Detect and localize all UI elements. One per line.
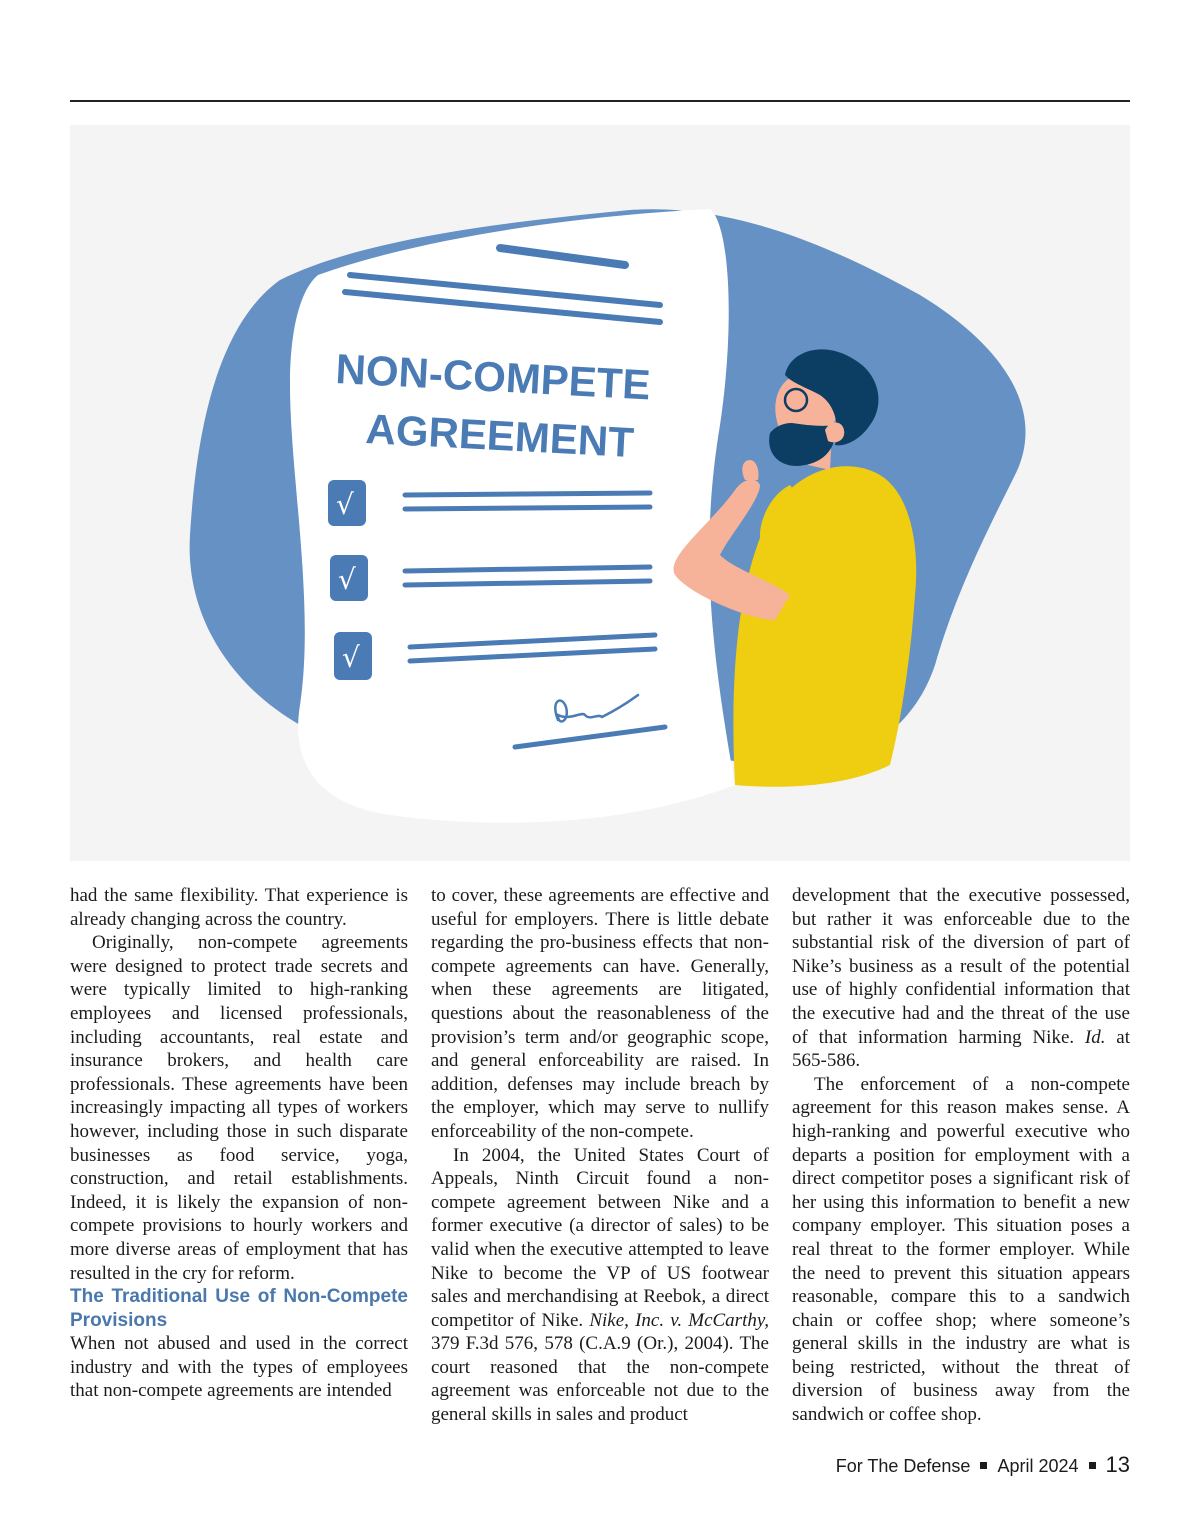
document-title-line2: AGREEMENT [364, 405, 635, 467]
svg-text:√: √ [342, 641, 360, 674]
checkbox-1-icon [328, 480, 366, 526]
checkbox-3-icon [334, 632, 372, 680]
page-number: 13 [1105, 1452, 1130, 1477]
footer-separator [1089, 1462, 1096, 1469]
col3-paragraph-2: The enforcement of a non-compete agreement for this reason makes sense. A high-ranking and powerful executive who departs a position for employment with a direct competitor poses a significant risk of her using this information to benefit a new company employer. This situation poses a real threat to the former employer. While the need to prevent this situation appears reasonable, compare this to a sandwich chain or coffee shop; where someone’s general skills in the industry are what is being restricted, without the threat of diversion of business away from the sandwich or coffee shop. [792, 1073, 1130, 1426]
col1-paragraph-2: Originally, non-compete agreements were designed to protect trade secrets and were typically limited to high-ranking employees and licensed professionals, including accountants, real estate and insurance brokers, and health care professionals. These agreements have been increasingly impacting all types of workers however, including those in such disparate businesses as food service, yoga, construction, and retail establishments. Indeed, it is likely the expansion of non-compete provisions to hourly workers and more diverse areas of employment that has resulted in the cry for reform. [70, 932, 408, 1284]
column-2 [431, 884, 769, 1427]
page-footer [836, 1452, 1130, 1478]
non-compete-illustration [70, 125, 1130, 861]
col1-paragraph-1: had the same flexibility. That experience is already changing across the country. [70, 885, 408, 930]
svg-text:√: √ [336, 488, 354, 521]
col2-paragraph-1: to cover, these agreements are effective and useful for employers. There is little debate regarding the pro-business effects that non-compete agreements can have. Generally, when these agreements are litigated, questions about the reasonableness of the provision’s term and/or geographic scope, and general enforceability are raised. In addition, defenses may include breach by the employer, which may serve to nullify enforceability of the non-compete. [431, 885, 769, 1142]
column-3 [792, 884, 1130, 1427]
col1-paragraph-3: When not abused and used in the correct industry and with the types of employees that non-compete agreements are intended [70, 1333, 408, 1402]
article-body [70, 884, 1130, 1444]
col2-p2-part-b: 379 F.3d 576, 578 (C.A.9 (Or.), 2004). The court reasoned that the non-compete agreement was enforceable not due to the general skills in sales and product [431, 1333, 769, 1426]
col2-paragraph-2 [431, 1144, 769, 1427]
col3-p1-part-b: at 565-586. [792, 1026, 1130, 1072]
document-title-line1: NON-COMPETE [334, 345, 652, 409]
col2-p2-part-a: In 2004, the United States Court of Appeals, Ninth Circuit found a non-compete agreement between Nike and a former executive (a director of sales) to be valid when the executive attempted to leave Nike to become the VP of US footwear sales and merchandising at Reebok, a direct competitor of Nike. [431, 1144, 769, 1331]
checkbox-2-icon [330, 555, 368, 601]
publication-name: For The Defense [835, 1456, 971, 1476]
footer-separator [980, 1462, 987, 1469]
svg-text:√: √ [338, 563, 356, 596]
col3-paragraph-1 [792, 884, 1130, 1073]
illustration-svg [70, 125, 1130, 861]
section-heading: The Traditional Use of Non-Compete Provisions [70, 1286, 408, 1331]
id-citation: Id. [1084, 1026, 1106, 1048]
col3-p1-part-a: development that the executive possessed, but rather it was enforceable due to the substantial risk of the diversion of part of Nike’s business as a result of the potential use of highly confidential information that the executive had and the threat of the use of that information harming Nike. [792, 885, 1130, 1048]
column-1 [70, 884, 408, 1403]
case-citation: Nike, Inc. v. McCarthy, [589, 1309, 769, 1331]
header-rule [70, 100, 1130, 102]
issue-date: April 2024 [997, 1456, 1079, 1476]
